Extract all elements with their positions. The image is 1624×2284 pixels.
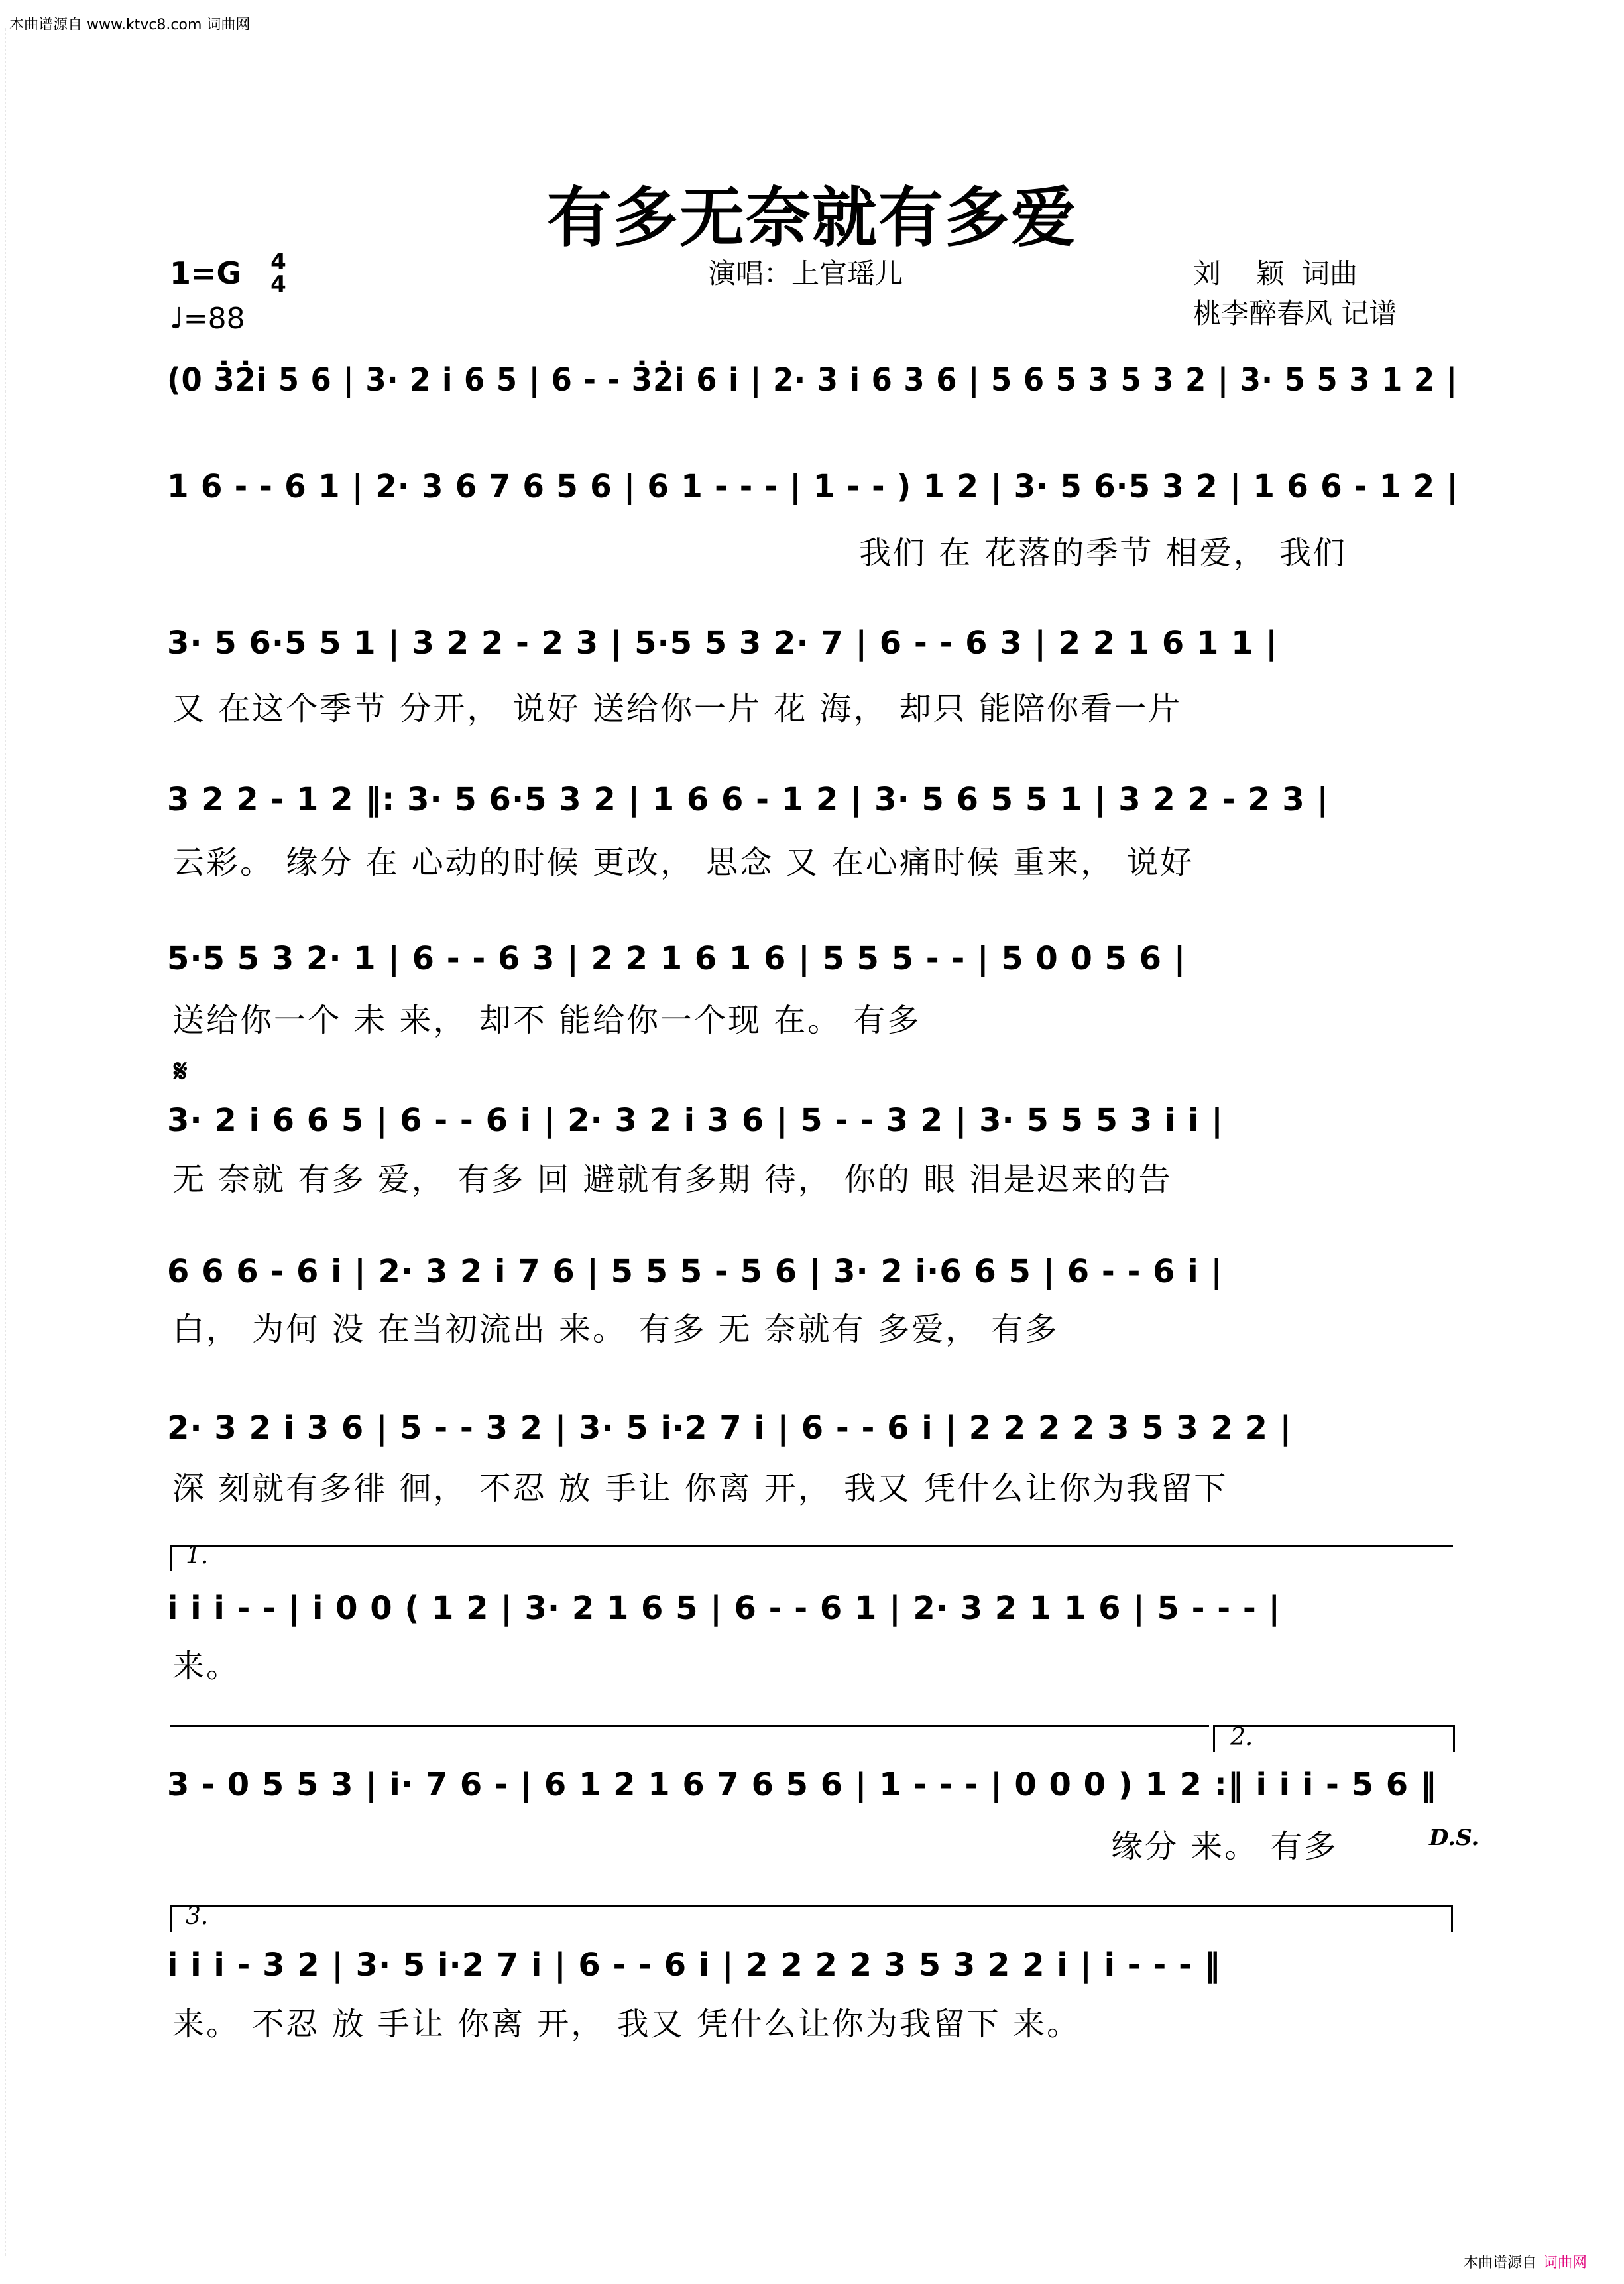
ending-1-bracket-left [170,1545,172,1571]
transcriber-credit: 桃李醉春风 记谱 [1193,297,1397,330]
lyrics-line-7: 白， 为何 没 在当初流出 来。 有多 无 奈就有 多爱， 有多 [172,1311,1059,1348]
lyrics-line-11: 来。 不忍 放 手让 你离 开， 我又 凭什么让你为我留下 来。 [172,2006,1081,2043]
lyrics-line-4: 云彩。 缘分 在 心动的时候 更改， 思念 又 在心痛时候 重来， 说好 [172,844,1194,881]
notation-line-7: 6 6 6 - 6 i | 2· 3 2 i 7 6 | 5 5 5 - 5 6 | 3· 2 i·6 6 5 | 6 - - 6 i | [167,1253,1223,1290]
notation-line-1: (0 3̇2̇i 5 6 | 3· 2 i 6 5 | 6 - - 3̇2̇i 6 i | 2· 3 i 6 3 6 | 5 6 5 3 5 3 2 | 3· 5 5 3 1 2 | [167,361,1458,398]
time-top: 4 [270,249,286,275]
line-10-top-rule [170,1725,1209,1727]
lyrics-line-2: 我们 在 花落的季节 相爱， 我们 [859,534,1348,571]
song-title: 有多无奈就有多爱 [546,180,1077,256]
tempo-marking: ♩=88 [170,302,245,335]
source-footer [1464,2252,1587,2272]
notation-line-2: 1 6 - - 6 1 | 2· 3 6 7 6 5 6 | 6 1 - - - | 1 - - ) 1 2 | 3· 5 6·5 3 2 | 1 6 6 - 1 2 | [167,468,1459,505]
lyrics-line-5: 送给你一个 未 来， 却不 能给你一个现 在。 有多 [172,1002,921,1039]
footer-brand[interactable]: 词曲网 [1542,2255,1587,2271]
notation-line-11: i i i - 3 2 | 3· 5 i·2 7 i | 6 - - 6 i | 2 2 2 2 3 5 3 2 2 i | i - - - ‖ [167,1947,1221,1984]
notation-line-10: 3 - 0 5 5 3 | i· 7 6 - | 6 1 2 1 6 7 6 5 6 | 1 - - - | 0 0 0 ) 1 2 :‖ i i i - 5 6 ‖ [167,1766,1437,1803]
notation-line-8: 2· 3 2 i 3 6 | 5 - - 3 2 | 3· 5 i·2 7 i | 6 - - 6 i | 2 2 2 2 3 5 3 2 2 | [167,1410,1293,1447]
ending-2-bracket-left [1213,1725,1215,1752]
right-edge-watermark [1601,27,1619,2257]
ending-3-bracket-right [1451,1905,1453,1932]
lyrics-line-8: 深 刻就有多徘 徊， 不忍 放 手让 你离 开， 我又 凭什么让你为我留下 [172,1470,1228,1507]
source-header: 本曲谱源自 www.ktvc8.com 词曲网 [9,17,251,33]
composer-credit: 刘 颖 词曲 [1193,257,1358,290]
time-bottom: 4 [270,271,286,298]
lyrics-line-10: 缘分 来。 有多 [1111,1828,1338,1865]
ending-3-bracket [170,1905,1453,1907]
notation-line-4: 3 2 2 - 1 2 ‖: 3· 5 6·5 3 2 | 1 6 6 - 1 2 | 3· 5 6 5 5 1 | 3 2 2 - 2 3 | [167,781,1330,818]
lyrics-line-9: 来。 [172,1648,241,1685]
notation-line-5: 5·5 5 3 2· 1 | 6 - - 6 3 | 2 2 1 6 1 6 | 5 5 5 - - | 5 0 0 5 6 | [167,940,1187,977]
notation-line-6: 3· 2 i 6 6 5 | 6 - - 6 i | 2· 3 2 i 3 6 | 5 - - 3 2 | 3· 5 5 5 3 i i | [167,1102,1224,1139]
ending-3-label: 3. [186,1903,209,1930]
lyrics-line-3: 又 在这个季节 分开， 说好 送给你一片 花 海， 却只 能陪你看一片 [172,690,1183,727]
footer-text: 本曲谱源自 [1463,2255,1537,2271]
ending-3-bracket-left [170,1905,172,1932]
time-signature [265,251,292,296]
ending-2-bracket-right [1453,1725,1455,1752]
segno-sign: 𝄋 [174,1053,188,1090]
lyrics-line-6: 无 奈就 有多 爱， 有多 回 避就有多期 待， 你的 眼 泪是迟来的告 [172,1161,1173,1198]
ending-1-bracket [170,1545,1453,1547]
key-signature: 1=G [170,255,242,291]
notation-line-3: 3· 5 6·5 5 1 | 3 2 2 - 2 3 | 5·5 5 3 2· 7 | 6 - - 6 3 | 2 2 1 6 1 1 | [167,625,1278,662]
left-edge-watermark [5,27,23,2257]
notation-line-9: i i i - - | i 0 0 ( 1 2 | 3· 2 1 6 5 | 6 - - 6 1 | 2· 3 2 1 1 6 | 5 - - - | [167,1590,1281,1627]
ending-1-label: 1. [186,1542,209,1569]
singer-credit: 演唱：上官瑶儿 [708,257,903,290]
dal-segno-mark: D.S. [1429,1825,1479,1851]
ending-2-label: 2. [1230,1724,1253,1751]
